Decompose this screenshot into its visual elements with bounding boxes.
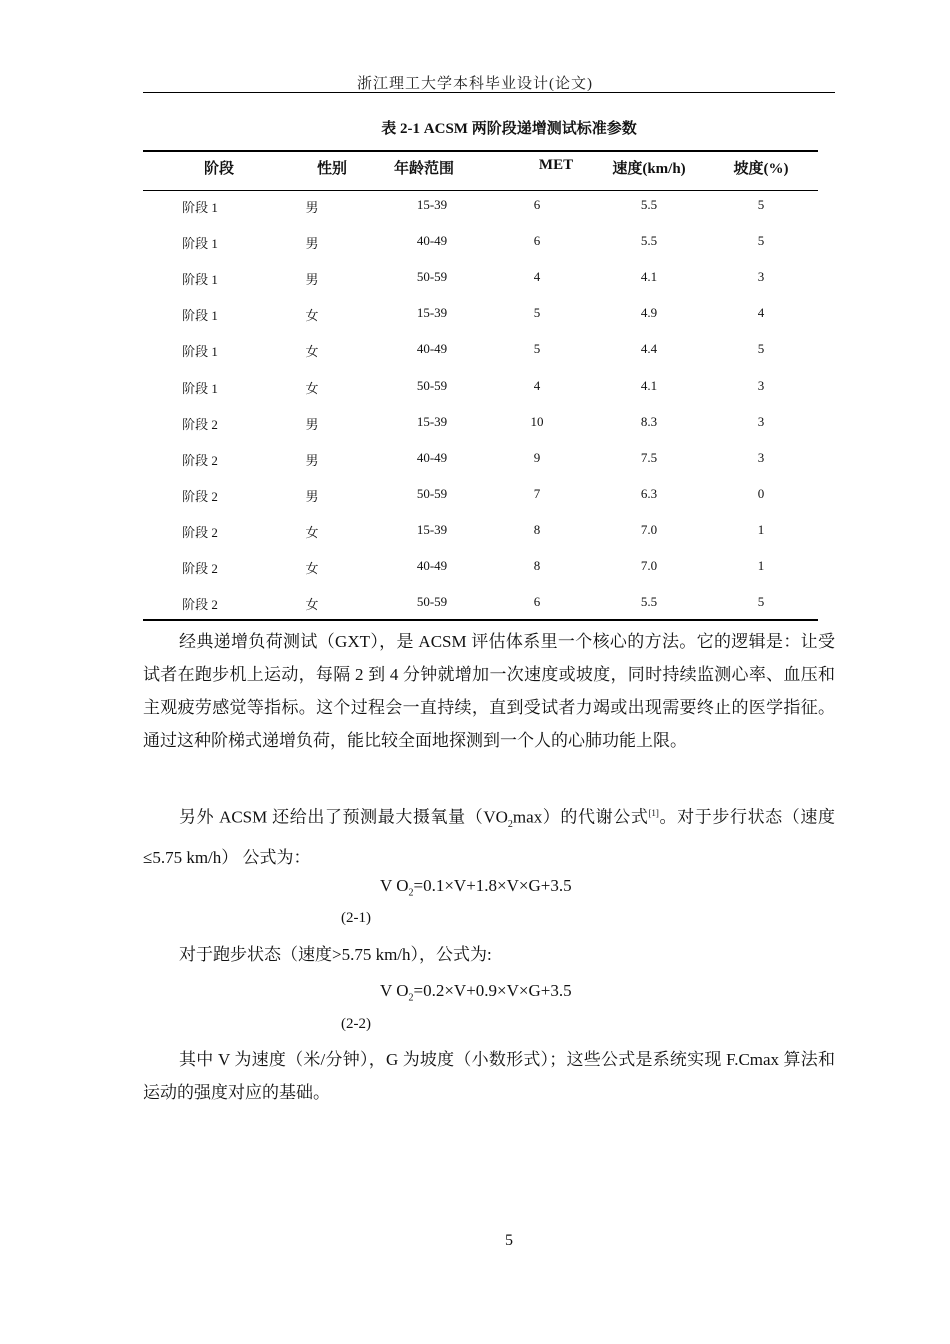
- cell-met: 4: [533, 269, 541, 285]
- table-caption: 表 2-1 ACSM 两阶段递增测试标准参数: [381, 121, 637, 137]
- cell-speed: 4.1: [640, 269, 658, 285]
- cell-grade: 5: [757, 233, 765, 249]
- cell-gender: 女: [305, 308, 319, 324]
- cell-gender: 男: [305, 416, 319, 432]
- cell-stage: 阶段 2: [182, 561, 218, 576]
- table-top-rule: [143, 150, 818, 152]
- cell-speed: 5.5: [640, 594, 658, 610]
- cell-stage: 阶段 1: [182, 200, 218, 215]
- cell-met: 6: [533, 197, 541, 212]
- cell-speed: 7.0: [640, 558, 658, 573]
- cell-stage: 阶段 2: [182, 452, 218, 468]
- paragraph-vo2max: [143, 797, 835, 874]
- header-rule: [143, 92, 835, 93]
- cell-stage: 阶段 2: [182, 597, 218, 613]
- cell-speed: 7.0: [640, 521, 658, 537]
- paragraph-text: 。对于步行状态（速度≤5.75 km/h） 公式为：: [143, 807, 835, 868]
- equation-number-2-2: (2-2): [341, 1016, 371, 1032]
- cell-age-range: 40-49: [416, 558, 448, 573]
- cell-grade: 5: [757, 197, 765, 212]
- cell-stage: 阶段 1: [182, 380, 218, 396]
- cell-speed: 7.5: [640, 449, 658, 465]
- cell-age-range: 15-39: [416, 305, 448, 321]
- cell-grade: 5: [757, 341, 765, 357]
- cell-stage: 阶段 2: [182, 416, 218, 432]
- cell-met: 8: [533, 521, 541, 537]
- cell-speed: 4.9: [640, 305, 658, 321]
- cell-grade: 5: [757, 594, 765, 610]
- cell-speed: 5.5: [640, 233, 658, 249]
- equation-rhs: =0.1×V+1.8×V×G+3.5: [413, 876, 572, 895]
- cell-gender: 女: [305, 524, 319, 540]
- equation-lhs: V O: [380, 876, 409, 895]
- equation-subscript: 2: [408, 992, 414, 1004]
- equation-running: [380, 981, 572, 1003]
- cell-age-range: 50-59: [416, 485, 448, 501]
- cell-stage: 阶段 1: [182, 344, 218, 360]
- equation-lhs: V O: [380, 981, 409, 1000]
- column-header-age-range: 年龄范围: [393, 161, 454, 177]
- equation-walking: [380, 876, 572, 898]
- equation-subscript: 2: [408, 887, 414, 899]
- cell-age-range: 40-49: [416, 449, 448, 465]
- cell-stage: 阶段 1: [182, 308, 218, 324]
- cell-gender: 男: [305, 488, 319, 504]
- cell-gender: 女: [305, 380, 319, 396]
- column-header-stage: 阶段: [203, 161, 234, 177]
- cell-age-range: 15-39: [416, 413, 448, 429]
- cell-speed: 4.1: [640, 377, 658, 393]
- cell-gender: 男: [305, 272, 319, 288]
- citation[interactable]: [1]: [648, 808, 659, 818]
- cell-gender: 男: [305, 452, 319, 468]
- cell-age-range: 50-59: [416, 594, 448, 610]
- cell-speed: 8.3: [640, 413, 658, 429]
- cell-gender: 女: [305, 344, 319, 360]
- cell-met: 7: [533, 485, 541, 501]
- cell-grade: 3: [757, 377, 765, 393]
- cell-met: 8: [533, 558, 541, 573]
- cell-gender: 男: [305, 236, 319, 252]
- table-header-rule: [143, 190, 818, 191]
- cell-met: 5: [533, 341, 541, 357]
- paragraph-text: max）的代谢公式: [512, 807, 649, 827]
- cell-gender: 女: [305, 561, 319, 576]
- column-header-speed: 速度(km/h): [612, 161, 686, 177]
- cell-age-range: 40-49: [416, 233, 448, 249]
- paragraph-gxt: 经典递增负荷测试（GXT），是 ACSM 评估体系里一个核心的方法。它的逻辑是：让受试者在跑步机上运动，每隔 2 到 4 分钟就增加一次速度或坡度，同时持续监测心率、血压和主观疲劳感觉等指标。这个过程会一直持续，直到受试者力竭或出现需要终止的医学指征。通过这种阶梯式递增负荷，能比较全面地探测到一个人的心肺功能上限。: [143, 632, 835, 750]
- cell-age-range: 15-39: [416, 521, 448, 537]
- cell-met: 6: [533, 594, 541, 610]
- cell-speed: 5.5: [640, 197, 658, 212]
- cell-met: 4: [533, 377, 541, 393]
- paragraph-running: 对于跑步状态（速度>5.75 km/h），公式为:: [179, 945, 492, 964]
- equation-number-2-1: (2-1): [341, 910, 371, 926]
- cell-age-range: 50-59: [416, 269, 448, 285]
- cell-speed: 6.3: [640, 485, 658, 501]
- cell-stage: 阶段 1: [182, 272, 218, 288]
- cell-stage: 阶段 2: [182, 488, 218, 504]
- cell-grade: 3: [757, 449, 765, 465]
- cell-gender: 男: [305, 200, 319, 215]
- cell-gender: 女: [305, 597, 319, 613]
- column-header-grade: 坡度(%): [733, 161, 789, 177]
- paragraph-text: 另外 ACSM 还给出了预测最大摄氧量（VO: [179, 807, 508, 827]
- cell-grade: 3: [757, 269, 765, 285]
- cell-age-range: 50-59: [416, 377, 448, 393]
- column-header-met: MET: [538, 157, 574, 173]
- cell-grade: 1: [757, 558, 765, 573]
- cell-met: 6: [533, 233, 541, 249]
- cell-met: 10: [530, 413, 544, 429]
- cell-grade: 1: [757, 521, 765, 537]
- cell-age-range: 15-39: [416, 197, 448, 212]
- equation-rhs: =0.2×V+0.9×V×G+3.5: [413, 981, 572, 1000]
- cell-met: 9: [533, 449, 541, 465]
- cell-age-range: 40-49: [416, 341, 448, 357]
- cell-stage: 阶段 1: [182, 236, 218, 252]
- paragraph-variables: 其中 V 为速度（米/分钟），G 为坡度（小数形式）；这些公式是系统实现 F.Cmax 算法和运动的强度对应的基础。: [143, 1050, 835, 1102]
- cell-grade: 3: [757, 413, 765, 429]
- cell-stage: 阶段 2: [182, 524, 218, 540]
- subscript: 2: [507, 819, 513, 831]
- cell-grade: 0: [757, 485, 765, 501]
- cell-grade: 4: [757, 305, 765, 321]
- cell-speed: 4.4: [640, 341, 658, 357]
- table-bottom-rule: [143, 619, 818, 621]
- column-header-gender: 性别: [316, 161, 347, 177]
- cell-met: 5: [533, 305, 541, 321]
- running-header: 浙江理工大学本科毕业设计(论文): [357, 76, 593, 92]
- page-number: 5: [505, 1232, 513, 1249]
